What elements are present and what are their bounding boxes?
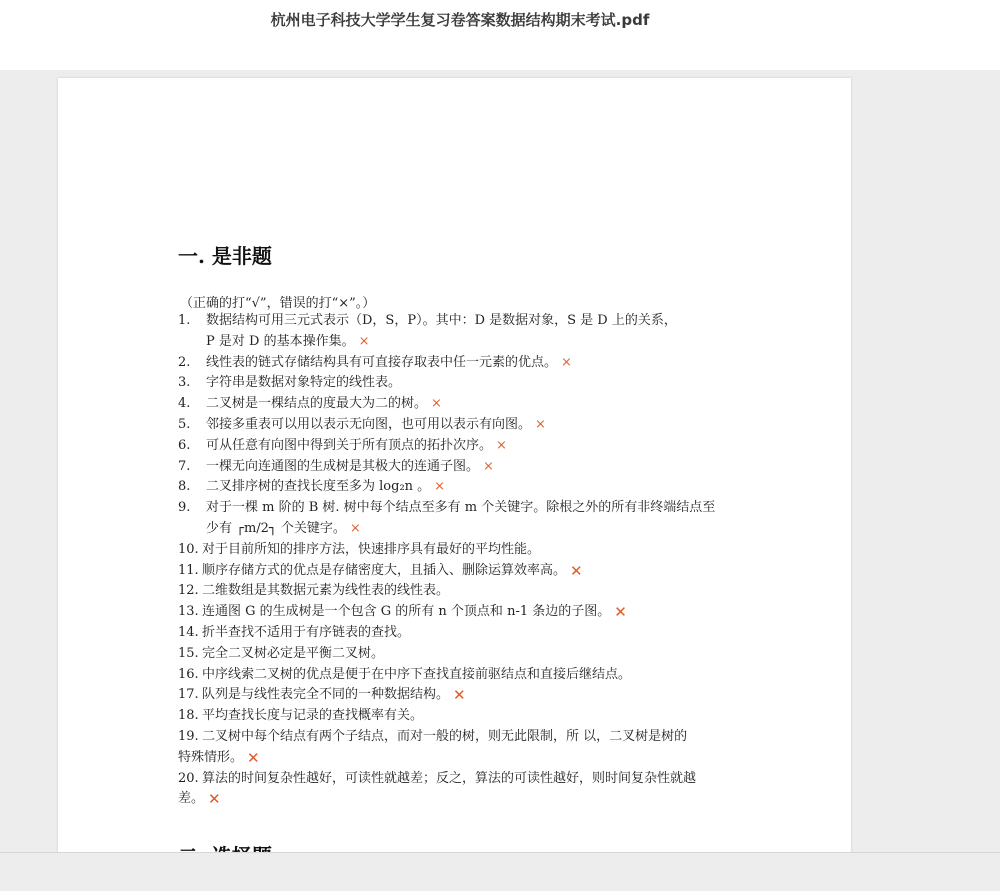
viewer-bottom-bar (0, 852, 1000, 891)
question-number: 14. (178, 625, 199, 640)
question-number: 3. (178, 375, 191, 391)
answer-mark: ✕ (208, 790, 221, 809)
question-line (58, 477, 758, 497)
question-number: 1. (178, 313, 191, 328)
question-line (58, 581, 758, 601)
question-line (58, 665, 758, 685)
question-line (58, 332, 758, 352)
question-text: 特殊情形。 (178, 749, 244, 765)
question-number: 13. (178, 604, 199, 620)
question-number: 12. (178, 583, 199, 599)
question-text: 队列是与线性表完全不同的一种数据结构。 (202, 687, 450, 703)
answer-mark: × (358, 333, 370, 349)
question-number: 4. (178, 396, 191, 412)
question-line (58, 457, 758, 477)
question-text: 对于目前所知的排序方法，快速排序具有最好的平均性能。 (202, 541, 541, 557)
question-line (58, 415, 758, 435)
question-number: 10. (178, 541, 199, 557)
document-header (0, 0, 1000, 70)
question-line (58, 748, 758, 768)
question-text: 二叉排序树的查找长度至多为 log₂n 。 (206, 479, 431, 495)
question-text: 可从任意有向图中得到关于所有顶点的拓扑次序。 (206, 437, 493, 453)
question-line (58, 769, 758, 789)
question-line (58, 373, 758, 393)
question-line (58, 789, 758, 809)
question-text: 二叉树是一棵结点的度最大为二的树。 (206, 396, 428, 412)
question-text: 二维数组是其数据元素为线性表的线性表。 (202, 583, 450, 599)
question-text: 对于一棵 m 阶的 B 树. 树中每个结点至多有 m 个关键字。除根之外的所有非终端结点至 (206, 500, 716, 516)
question-number: 19. (178, 729, 199, 744)
question-text: 平均查找长度与记录的查找概率有关。 (202, 708, 424, 724)
document-title: 杭州电子科技大学学生复习卷答案数据结构期末考试.pdf (270, 11, 650, 29)
question-number: 5. (178, 417, 191, 432)
section-title-true-false: 一. 是非题 (178, 244, 272, 268)
question-text: 算法的时间复杂性越好，可读性就越差；反之，算法的可读性越好，则时间复杂性就越 (202, 770, 697, 786)
question-line (58, 519, 758, 539)
question-text: 顺序存储方式的优点是存储密度大，且插入、删除运算效率高。 (202, 562, 567, 578)
question-number: 16. (178, 666, 199, 682)
question-line (58, 644, 758, 664)
question-number: 8. (178, 479, 191, 495)
answer-mark: ✕ (247, 748, 260, 767)
question-text: 差。 (178, 791, 205, 807)
question-line (58, 436, 758, 456)
answer-mark: ✕ (570, 561, 583, 580)
pdf-page (58, 78, 851, 878)
question-text: 字符串是数据对象特定的线性表。 (206, 375, 402, 391)
question-number: 7. (178, 458, 191, 474)
question-text: 连通图 G 的生成树是一个包含 G 的所有 n 个顶点和 n-1 条边的子图。 (202, 604, 611, 620)
answer-mark: × (431, 396, 442, 412)
answer-mark: × (434, 479, 446, 495)
question-text: 邻接多重表可以用以表示无向图，也可用以表示有向图。 (206, 417, 532, 432)
question-number: 6. (178, 437, 191, 453)
question-number: 17. (178, 687, 199, 703)
answer-mark: ✕ (614, 603, 627, 622)
pdf-viewer-area[interactable] (0, 70, 1000, 852)
question-line (58, 685, 758, 705)
question-number: 2. (178, 354, 191, 370)
question-line (58, 394, 758, 414)
question-text: 折半查找不适用于有序链表的查找。 (202, 625, 411, 640)
question-number: 18. (178, 708, 199, 724)
answer-mark: × (561, 354, 572, 370)
question-line (58, 602, 758, 622)
question-line (58, 311, 758, 331)
question-line (58, 706, 758, 726)
question-line (58, 623, 758, 643)
answer-mark: × (349, 521, 361, 536)
question-text: 二叉树中每个结点有两个子结点，而对一般的树，则无此限制，所 以，二叉树是树的 (202, 729, 688, 744)
question-line (58, 727, 758, 747)
question-line (58, 498, 758, 518)
question-line (58, 561, 758, 581)
question-line (58, 353, 758, 373)
question-text: P 是对 D 的基本操作集。 (206, 333, 355, 349)
question-text: 少有 ┌m/2┐ 个关键字。 (206, 521, 346, 536)
answer-mark: ✕ (453, 686, 466, 705)
instruction-text: （正确的打“√”，错误的打“×”。） (180, 296, 376, 311)
question-text: 中序线索二叉树的优点是便于在中序下查找直接前驱结点和直接后继结点。 (202, 666, 632, 682)
question-number: 15. (178, 645, 199, 661)
question-text: 一棵无向连通图的生成树是其极大的连通子图。 (206, 458, 480, 474)
question-number: 20. (178, 770, 199, 786)
question-number: 11. (178, 562, 199, 578)
answer-mark: × (535, 417, 546, 432)
question-line (58, 540, 758, 560)
answer-mark: × (483, 458, 494, 474)
question-number: 9. (178, 500, 191, 516)
question-text: 线性表的链式存储结构具有可直接存取表中任一元素的优点。 (206, 354, 558, 370)
question-text: 数据结构可用三元式表示（D，S，P）。其中：D 是数据对象，S 是 D 上的关系， (206, 313, 677, 328)
question-text: 完全二叉树必定是平衡二叉树。 (202, 645, 385, 661)
answer-mark: × (496, 437, 507, 453)
